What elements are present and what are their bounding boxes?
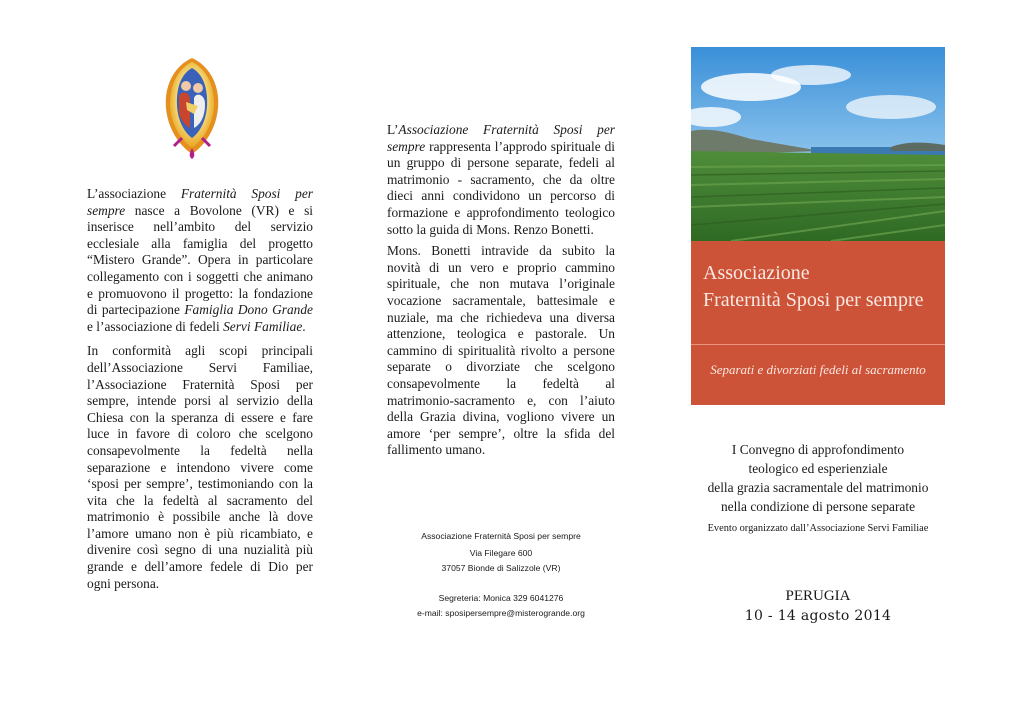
history-paragraph: L’Associazione Fraternità Sposi per sempre rappresenta l’approdo spirituale di un gruppo di persone separate, fedeli al matrimonio - sacramento, che da oltre dieci anni condividono un percorso di formazione e approfondimento teologico sotto la guida di Mons. Renzo Bonetti. — [387, 122, 615, 237]
convegno-line-4: nella condizione di persone separate — [720, 499, 916, 514]
convegno-line-2: teologico ed esperienziale — [748, 461, 888, 476]
spirituality-paragraph: Mons. Bonetti intravide da subito la novità di un vero e proprio cammino spirituale, che non mutava l’originale vocazione sacramentale, battesimale e nuziale, ma che richiedeva una diversa attenzione, teologica e pastorale. Un cammino di spiritualità rivolto a persone separate o divorziate che scelgono consapevolmente la fedeltà al matrimonio-sacramento e, con l’aiuto della Grazia divina, vogliono vivere un amore ‘per sempre’, oltre la sfida del fallimento umano. — [387, 243, 615, 458]
mistero-grande-emblem — [160, 56, 224, 160]
event-dates: 10 - 14 agosto 2014 — [744, 608, 892, 624]
brochure-subtitle: Separati e divorziati fedeli al sacramento — [710, 362, 926, 377]
contact-street: Via Filegare 600 — [469, 548, 533, 558]
contact-phone: Segreteria: Monica 329 6041276 — [438, 593, 564, 603]
middle-text-column — [387, 122, 615, 459]
brochure-title: Associazione Fraternità Sposi per sempre — [703, 262, 924, 311]
intro-paragraph: L’associazione Fraternità Sposi per sempre nasce a Bovolone (VR) e si inserisce nell’ambito del servizio ecclesiale alla famiglia del progetto “Mistero Grande”. Opera in particolare collegamento con i soggetti che animano e promuovono il progetto: la fondazione di partecipazione Famiglia Dono Grande e l’associazione di fedeli Servi Familiae. — [87, 186, 313, 334]
landscape-photo — [691, 47, 945, 241]
event-location-date — [691, 586, 945, 626]
event-organizer: Evento organizzato dall’Associazione Servi Familiae — [707, 523, 929, 534]
contact-organization: Associazione Fraternità Sposi per sempre — [421, 531, 581, 541]
left-text-column — [87, 186, 313, 592]
contact-city: 37057 Bionde di Salizzole (VR) — [441, 563, 561, 573]
title-divider — [691, 344, 945, 345]
mission-paragraph: In conformità agli scopi principali dell’Associazione Servi Familiae, l’Associazione Fraternità Sposi per sempre, intende porsi al servizio della Chiesa con la speranza di essere e fare luce in favore di coloro che scelgono consapevolmente la fedeltà nella separazione e intendono vivere come ‘sposi per sempre’, testimoniando con la vita che la fedeltà al sacramento del matrimonio è possibile anche là dove l’amore umano non è più ricambiato, e divenire così segno di una nuzialità più grande e dell’amore fedele di Dio per ogni persona. — [87, 343, 313, 591]
convegno-line-3: della grazia sacramentale del matrimonio — [707, 480, 929, 495]
event-city: PERUGIA — [785, 588, 851, 604]
title-band — [691, 241, 945, 405]
convegno-line-1: I Convegno di approfondimento — [731, 442, 905, 457]
contact-email: e-mail: sposipersempre@misterogrande.org — [417, 608, 585, 618]
